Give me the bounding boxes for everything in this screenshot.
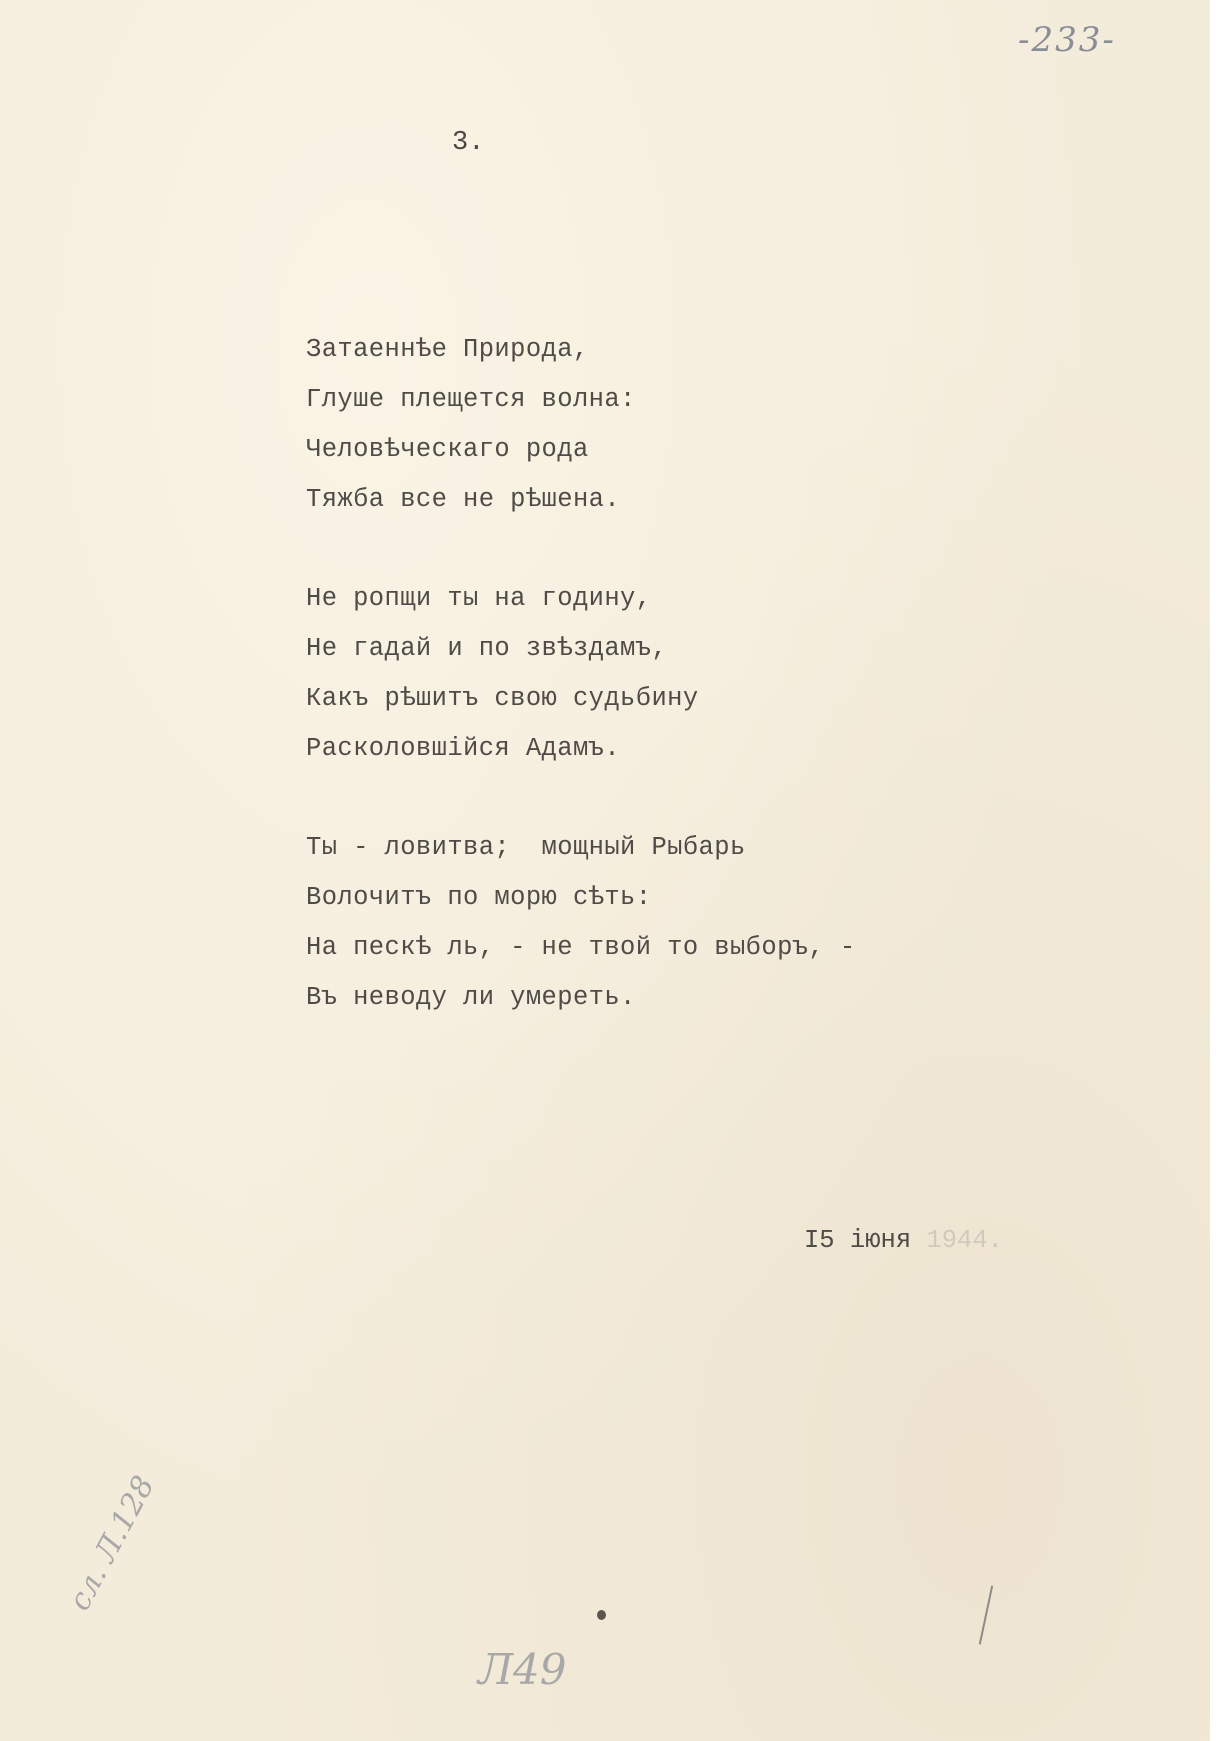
poem-line: На пескѣ ль, - не твой то выборъ, - — [306, 933, 856, 962]
poem-line: Не гадай и по звѣздамъ, — [306, 634, 668, 663]
poem-line: Волочитъ по морю сѣть: — [306, 883, 652, 912]
ink-spot — [597, 1610, 606, 1620]
page-number: -233- — [1018, 20, 1116, 60]
poem-line: Не ропщи ты на годину, — [306, 584, 652, 613]
stanza-1 — [306, 325, 636, 525]
poem-line: Глуше плещется волна: — [306, 385, 636, 414]
stanza-2 — [306, 574, 699, 774]
poem-line: Какъ рѣшитъ свою судьбину — [306, 684, 699, 713]
page-edge — [1210, 0, 1224, 1741]
sheet-number: Л49 — [478, 1645, 567, 1694]
date-year: 1944. — [926, 1226, 1003, 1255]
pencil-stroke — [979, 1585, 993, 1644]
poem-line: Затаеннѣе Природа, — [306, 335, 589, 364]
poem-line: Человѣческаго рода — [306, 435, 589, 464]
poem-line: Расколовшійся Адамъ. — [306, 734, 621, 763]
stanza-3 — [306, 823, 856, 1023]
date-day-month: I5 іюня — [804, 1226, 912, 1255]
poem-line: Тяжба все не рѣшена. — [306, 485, 621, 514]
poem-number: 3. — [452, 128, 485, 158]
poem-line: Въ неводу ли умереть. — [306, 983, 636, 1012]
poem-line: Ты - ловитва; мощный Рыбарь — [306, 833, 746, 862]
archive-mark: сл. Л.128 — [62, 1470, 162, 1617]
date-line — [804, 1226, 1003, 1255]
